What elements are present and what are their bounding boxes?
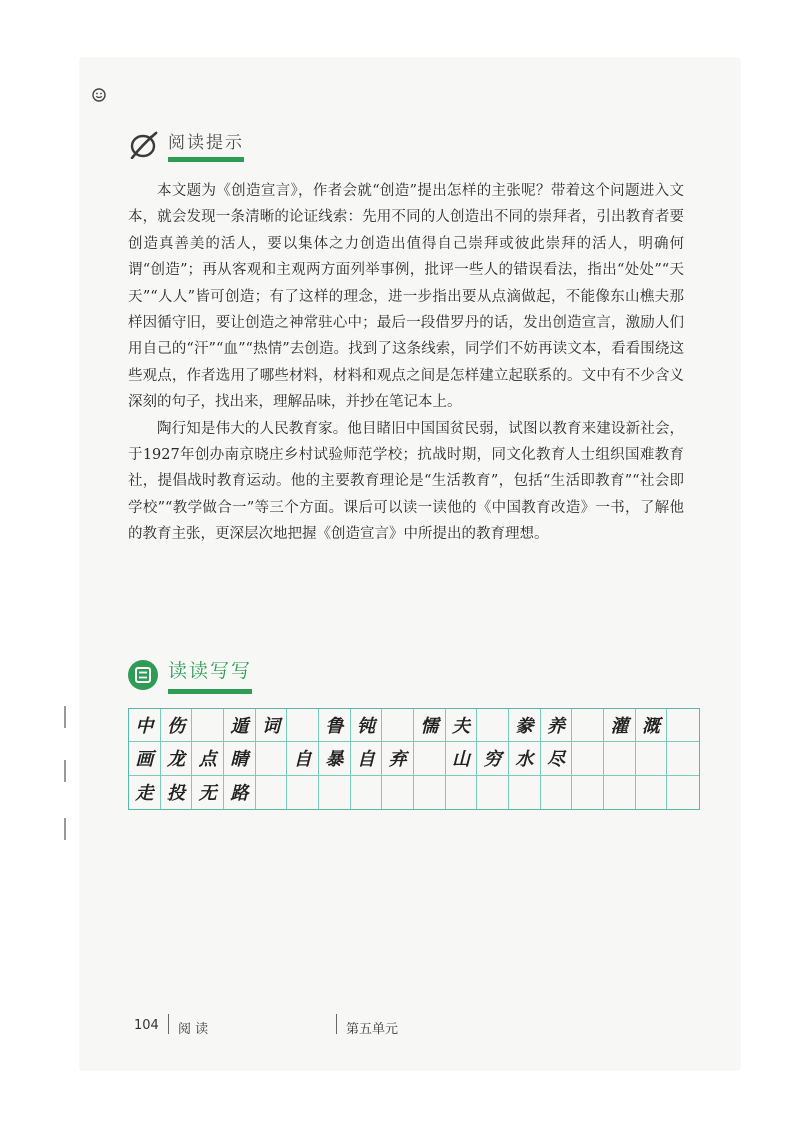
grid-cell [287, 776, 319, 809]
grid-cell [414, 776, 446, 809]
grid-cell: 词 [256, 709, 288, 742]
quill-icon [128, 131, 160, 159]
grid-cell: 溉 [636, 709, 668, 742]
grid-cell: 龙 [161, 742, 193, 775]
grid-cell [541, 776, 573, 809]
reading-hint-paragraph-2: 陶行知是伟大的人民教育家。他目睹旧中国国贫民弱，试图以教育来建设新社会，于1927年创办南京晓庄乡村试验师范学校；抗战时期，同文化教育人士组织国难教育社，提倡战时教育运动。他的主要教育理论是“生活教育”，包括“生活即教育”“社会即学校”“教学做合一”等三个方面。课后可以读一读他的《中国教育改造》一书，了解他的教育主张，更深层次地把握《创造宣言》中所提出的教育理想。 [128, 420, 684, 543]
grid-cell [351, 776, 383, 809]
grid-cell: 睛 [224, 742, 256, 775]
grid-cell [287, 709, 319, 742]
margin-mark [64, 760, 66, 782]
grid-cell [382, 709, 414, 742]
page-number: 104 [134, 1018, 159, 1033]
grid-cell [256, 742, 288, 775]
margin-mark [64, 818, 66, 840]
footer-divider [168, 1014, 169, 1034]
grid-cell: 无 [192, 776, 224, 809]
grid-cell: 懦 [414, 709, 446, 742]
grid-cell: 遁 [224, 709, 256, 742]
grid-cell [667, 776, 699, 809]
grid-cell [604, 742, 636, 775]
character-grid [128, 708, 700, 810]
margin-mark [64, 706, 66, 728]
reading-hint-header [128, 128, 244, 162]
grid-cell: 暴 [319, 742, 351, 775]
grid-cell [604, 776, 636, 809]
grid-cell: 灌 [604, 709, 636, 742]
grid-cell: 弃 [382, 742, 414, 775]
grid-cell: 养 [541, 709, 573, 742]
section-three-badge-icon [128, 660, 158, 690]
grid-cell [636, 776, 668, 809]
grid-cell: 中 [129, 709, 161, 742]
grid-cell [572, 742, 604, 775]
grid-cell: 自 [351, 742, 383, 775]
grid-cell [477, 709, 509, 742]
grid-cell: 画 [129, 742, 161, 775]
read-write-title: 读读写写 [168, 656, 252, 694]
grid-cell [382, 776, 414, 809]
grid-cell: 水 [509, 742, 541, 775]
grid-cell [509, 776, 541, 809]
grid-cell [477, 776, 509, 809]
grid-cell [446, 776, 478, 809]
grid-cell [636, 742, 668, 775]
grid-cell: 山 [446, 742, 478, 775]
reading-hint-title: 阅读提示 [168, 128, 244, 162]
grid-cell: 自 [287, 742, 319, 775]
section-label: 阅 读 [178, 1022, 209, 1037]
reading-hint-paragraph-1: 本文题为《创造宣言》，作者会就“创造”提出怎样的主张呢？带着这个问题进入文本，就会发现一条清晰的论证线索：先用不同的人创造出不同的崇拜者，引出教育者要创造真善美的活人，要以集体之力创造出值得自己崇拜或彼此崇拜的活人，明确何谓“创造”；再从客观和主观两方面列举事例，批评一些人的错误看法，指出“处处”“天天”“人人”皆可创造；有了这样的理念，进一步指出要从点滴做起，不能像东山樵夫那样因循守旧，要让创造之神常驻心中；最后一段借罗丹的话，发出创造宣言，激励人们用自己的“汗”“血”“热情”去创造。找到了这条线索，同学们不妨再读文本，看看围绕这些观点，作者选用了哪些材料，材料和观点之间是怎样建立起联系的。文中有不少含义深刻的句子，找出来，理解品味，并抄在笔记本上。 [128, 183, 684, 411]
smiley-icon [92, 88, 106, 102]
read-write-header [128, 656, 252, 694]
grid-cell: 夫 [446, 709, 478, 742]
footer-divider [336, 1014, 337, 1034]
grid-cell [572, 709, 604, 742]
grid-cell: 穷 [477, 742, 509, 775]
grid-cell [256, 776, 288, 809]
grid-cell [667, 709, 699, 742]
grid-cell: 鲁 [319, 709, 351, 742]
grid-cell: 路 [224, 776, 256, 809]
grid-cell [192, 709, 224, 742]
grid-cell [572, 776, 604, 809]
grid-cell: 投 [161, 776, 193, 809]
grid-cell: 尽 [541, 742, 573, 775]
grid-cell: 钝 [351, 709, 383, 742]
unit-label: 第五单元 [346, 1022, 399, 1037]
reading-hint-body [128, 178, 684, 548]
grid-cell [414, 742, 446, 775]
grid-cell: 走 [129, 776, 161, 809]
grid-cell: 伤 [161, 709, 193, 742]
grid-cell: 点 [192, 742, 224, 775]
grid-cell [319, 776, 351, 809]
grid-cell: 豢 [509, 709, 541, 742]
grid-cell [667, 742, 699, 775]
